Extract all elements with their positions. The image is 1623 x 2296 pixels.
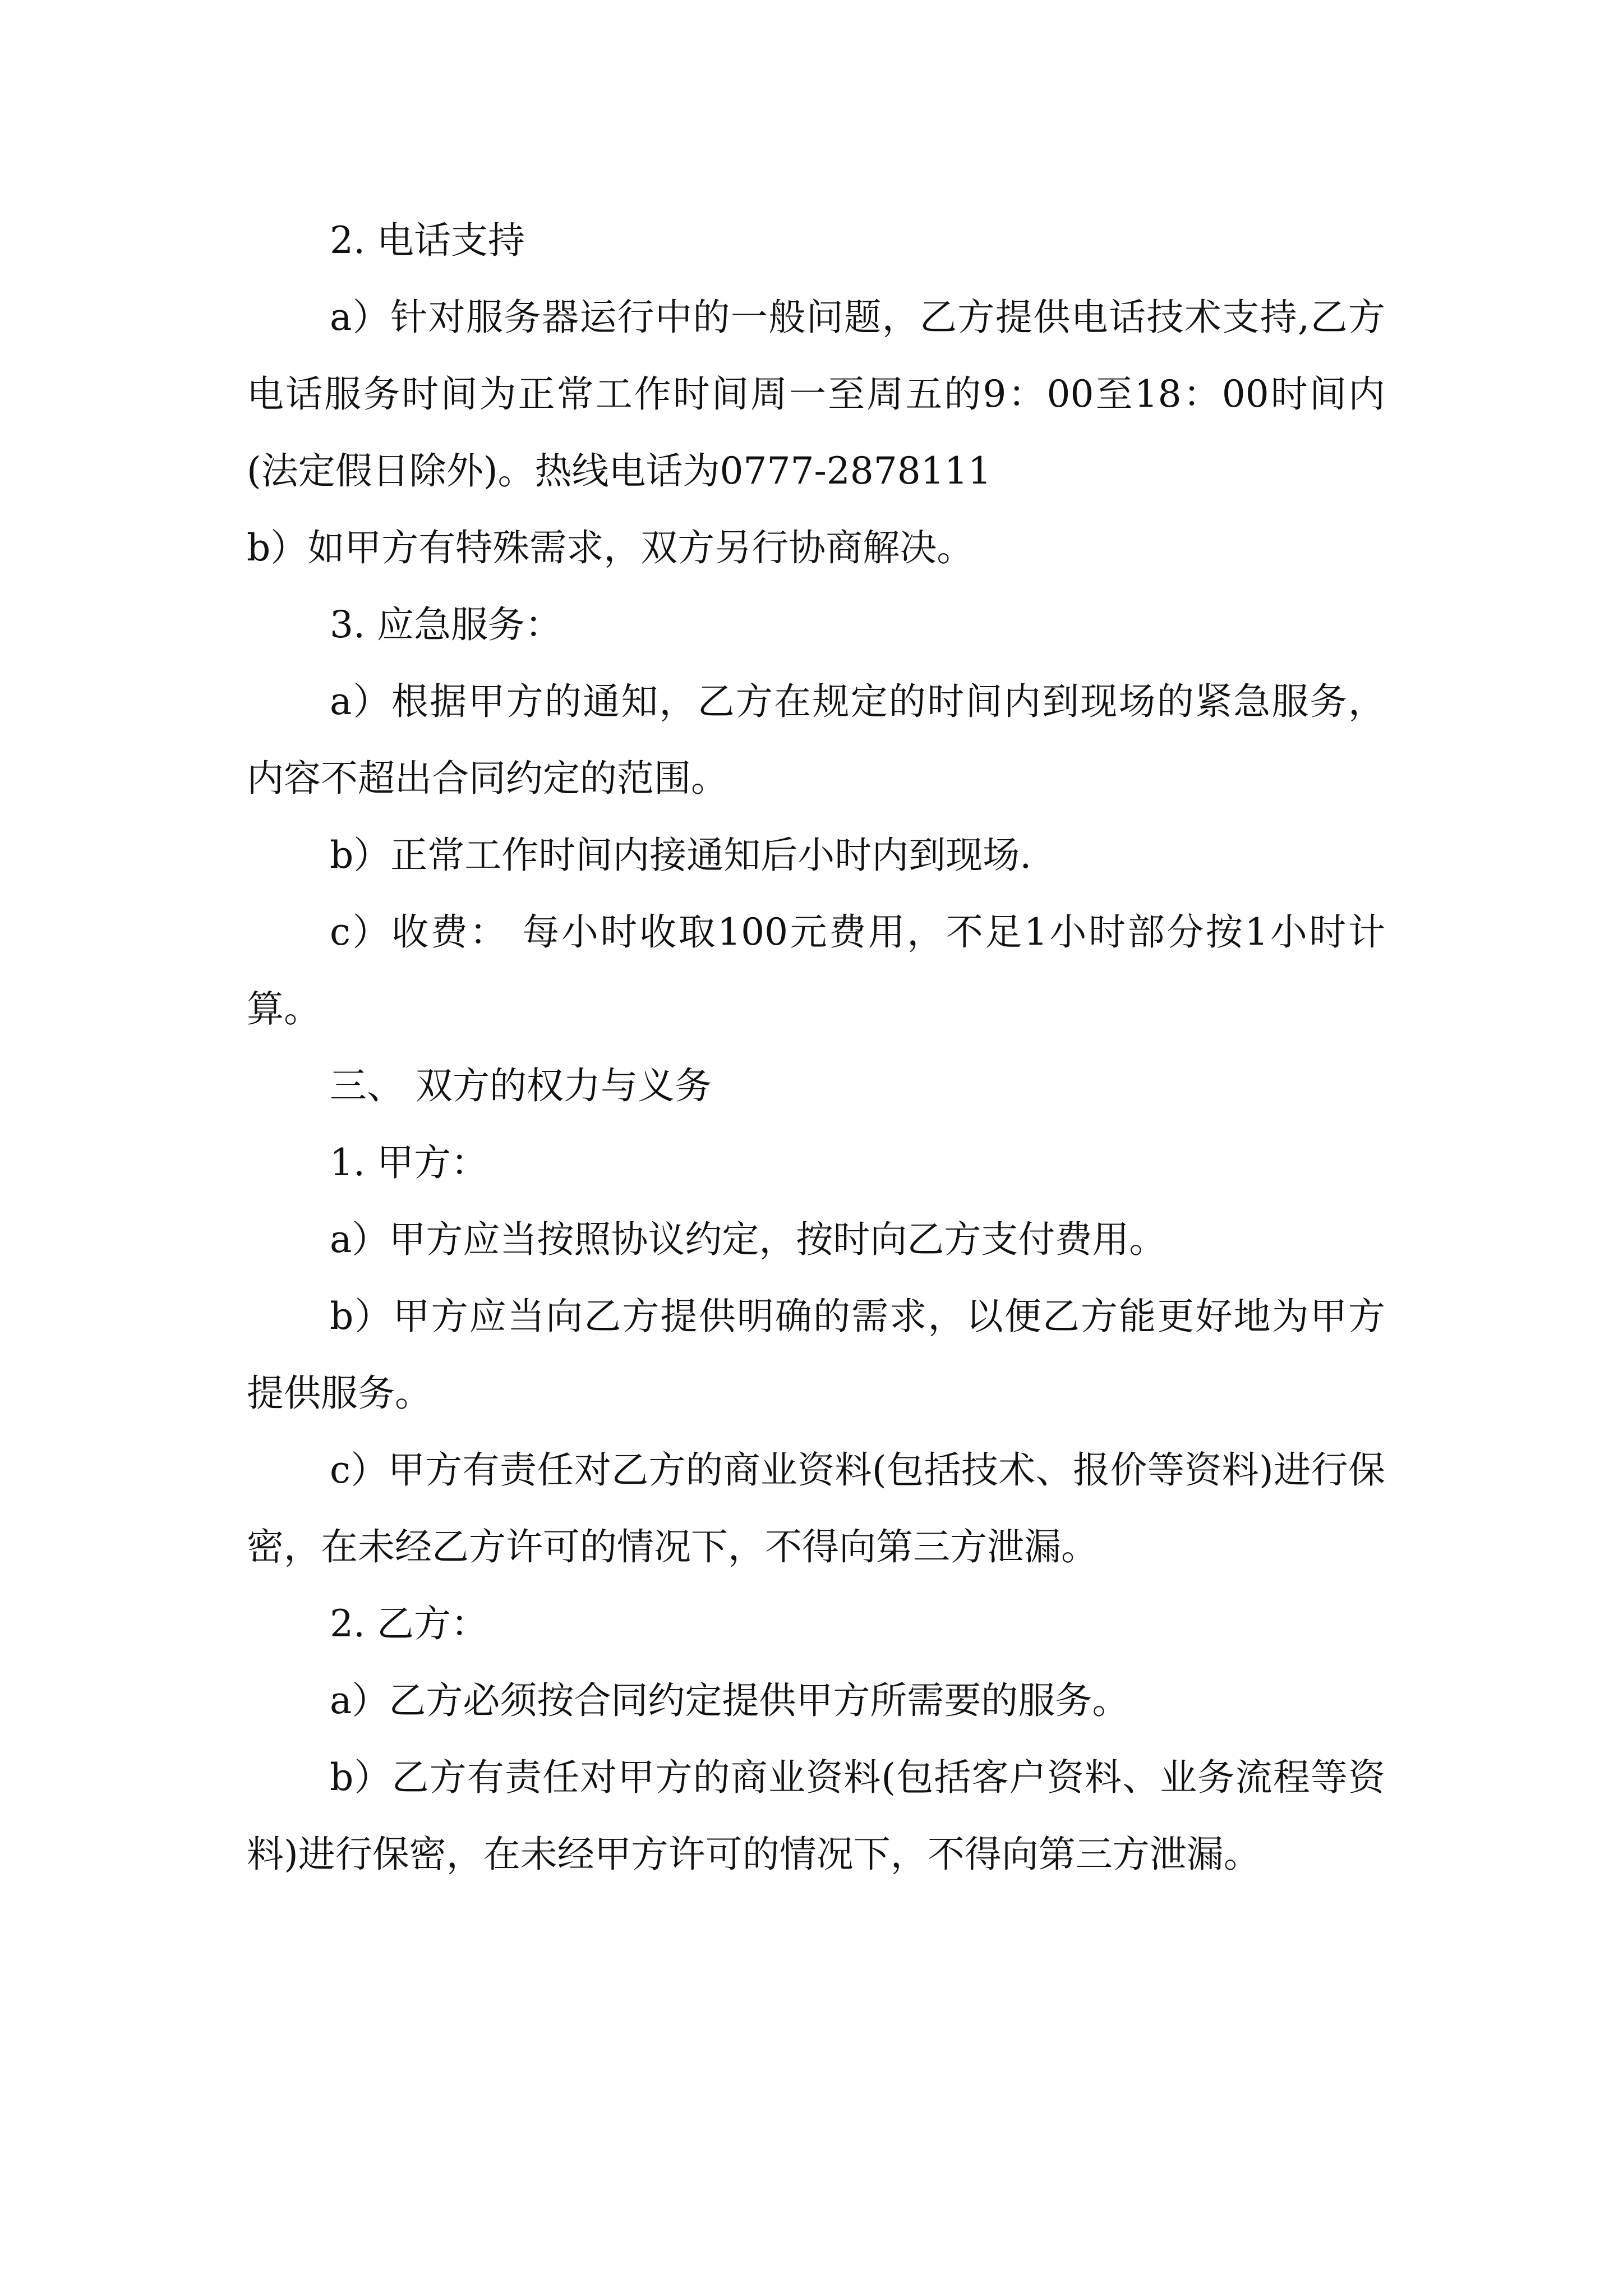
subheading-party-a: 1. 甲方： <box>330 1141 488 1184</box>
document-body <box>247 202 1385 1893</box>
paragraph-emergency-b: b）正常工作时间内接通知后小时内到现场. <box>330 834 1032 877</box>
paragraph-phone-support-a: a）针对服务器运行中的一般问题，乙方提供电话技术支持,乙方电话服务时间为正常工作时间周一至周五的9：00至18：00时间内(法定假日除外)。热线电话为0777-2878111 <box>247 296 1385 493</box>
subheading-party-b: 2. 乙方： <box>330 1602 488 1645</box>
section-heading-rights-obligations: 三、 双方的权力与义务 <box>330 1064 712 1107</box>
paragraph-emergency-c: c）收费： 每小时收取100元费用，不足1小时部分按1小时计算。 <box>247 910 1385 1030</box>
section-heading-emergency-service: 3. 应急服务： <box>330 603 562 646</box>
paragraph-emergency-a: a）根据甲方的通知，乙方在规定的时间内到现场的紧急服务，内容不超出合同约定的范围。 <box>247 680 1385 800</box>
paragraph-party-a-b: b）甲方应当向乙方提供明确的需求，以便乙方能更好地为甲方提供服务。 <box>247 1295 1385 1415</box>
paragraph-party-a-a: a）甲方应当按照协议约定，按时向乙方支付费用。 <box>330 1218 1166 1261</box>
paragraph-party-b-a: a）乙方必须按合同约定提供甲方所需要的服务。 <box>330 1679 1129 1722</box>
paragraph-party-a-c: c）甲方有责任对乙方的商业资料(包括技术、报价等资料)进行保密，在未经乙方许可的情况下，不得向第三方泄漏。 <box>247 1448 1385 1568</box>
paragraph-phone-support-b: b）如甲方有特殊需求，双方另行协商解决。 <box>247 526 974 569</box>
section-heading-phone-support: 2. 电话支持 <box>330 219 525 262</box>
paragraph-party-b-b: b）乙方有责任对甲方的商业资料(包括客户资料、业务流程等资料)进行保密，在未经甲方许可的情况下，不得向第三方泄漏。 <box>247 1756 1385 1876</box>
